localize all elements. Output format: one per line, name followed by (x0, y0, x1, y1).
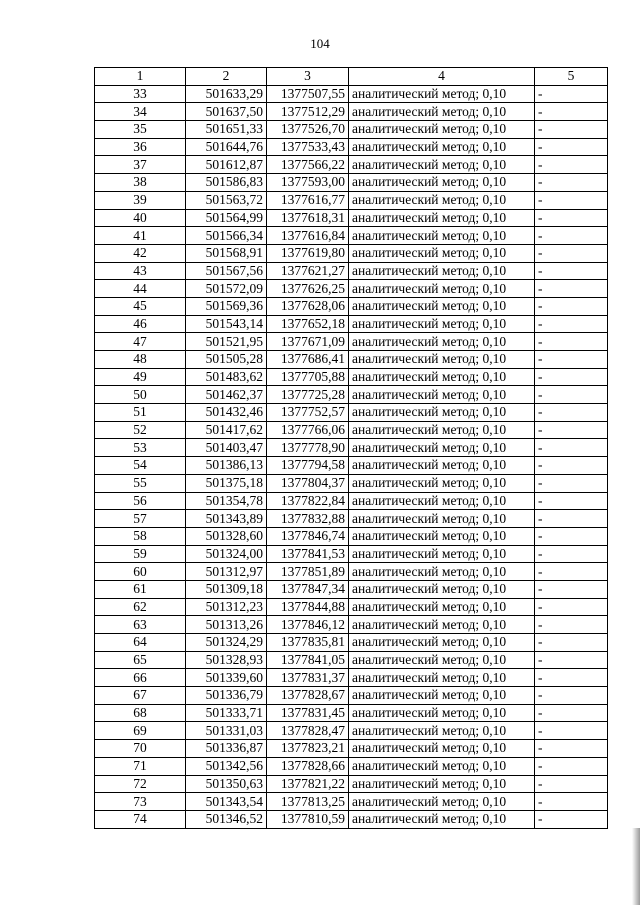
point-number-cell: 64 (95, 634, 186, 652)
method-cell: аналитический метод; 0,10 (349, 85, 535, 103)
method-cell: аналитический метод; 0,10 (349, 297, 535, 315)
x-coordinate-cell: 501586,83 (186, 174, 267, 192)
note-cell: - (535, 297, 608, 315)
y-coordinate-cell: 1377628,06 (267, 297, 349, 315)
y-coordinate-cell: 1377686,41 (267, 351, 349, 369)
method-cell: аналитический метод; 0,10 (349, 368, 535, 386)
table-row (95, 757, 608, 775)
method-cell: аналитический метод; 0,10 (349, 439, 535, 457)
table-row (95, 598, 608, 616)
y-coordinate-cell: 1377828,67 (267, 687, 349, 705)
method-cell: аналитический метод; 0,10 (349, 634, 535, 652)
method-cell: аналитический метод; 0,10 (349, 174, 535, 192)
method-cell: аналитический метод; 0,10 (349, 810, 535, 828)
table-row (95, 244, 608, 262)
table-row (95, 775, 608, 793)
table-row (95, 227, 608, 245)
y-coordinate-cell: 1377847,34 (267, 580, 349, 598)
point-number-cell: 39 (95, 191, 186, 209)
table-row (95, 315, 608, 333)
note-cell: - (535, 757, 608, 775)
x-coordinate-cell: 501343,89 (186, 510, 267, 528)
point-number-cell: 56 (95, 492, 186, 510)
x-coordinate-cell: 501483,62 (186, 368, 267, 386)
note-cell: - (535, 563, 608, 581)
column-header: 3 (267, 68, 349, 86)
point-number-cell: 49 (95, 368, 186, 386)
x-coordinate-cell: 501339,60 (186, 669, 267, 687)
method-cell: аналитический метод; 0,10 (349, 704, 535, 722)
y-coordinate-cell: 1377794,58 (267, 457, 349, 475)
point-number-cell: 43 (95, 262, 186, 280)
x-coordinate-cell: 501563,72 (186, 191, 267, 209)
y-coordinate-cell: 1377851,89 (267, 563, 349, 581)
table-row (95, 510, 608, 528)
y-coordinate-cell: 1377822,84 (267, 492, 349, 510)
x-coordinate-cell: 501612,87 (186, 156, 267, 174)
note-cell: - (535, 580, 608, 598)
note-cell: - (535, 492, 608, 510)
y-coordinate-cell: 1377841,05 (267, 651, 349, 669)
note-cell: - (535, 527, 608, 545)
table-header-row (95, 68, 608, 86)
point-number-cell: 59 (95, 545, 186, 563)
method-cell: аналитический метод; 0,10 (349, 545, 535, 563)
y-coordinate-cell: 1377533,43 (267, 138, 349, 156)
method-cell: аналитический метод; 0,10 (349, 244, 535, 262)
point-number-cell: 67 (95, 687, 186, 705)
y-coordinate-cell: 1377512,29 (267, 103, 349, 121)
method-cell: аналитический метод; 0,10 (349, 209, 535, 227)
method-cell: аналитический метод; 0,10 (349, 580, 535, 598)
y-coordinate-cell: 1377671,09 (267, 333, 349, 351)
method-cell: аналитический метод; 0,10 (349, 315, 535, 333)
method-cell: аналитический метод; 0,10 (349, 775, 535, 793)
point-number-cell: 53 (95, 439, 186, 457)
page-number: 104 (310, 36, 330, 51)
x-coordinate-cell: 501567,56 (186, 262, 267, 280)
method-cell: аналитический метод; 0,10 (349, 669, 535, 687)
table-row (95, 651, 608, 669)
x-coordinate-cell: 501417,62 (186, 421, 267, 439)
y-coordinate-cell: 1377566,22 (267, 156, 349, 174)
y-coordinate-cell: 1377828,66 (267, 757, 349, 775)
point-number-cell: 61 (95, 580, 186, 598)
note-cell: - (535, 244, 608, 262)
x-coordinate-cell: 501432,46 (186, 404, 267, 422)
point-number-cell: 60 (95, 563, 186, 581)
table-row (95, 616, 608, 634)
table-row (95, 492, 608, 510)
method-cell: аналитический метод; 0,10 (349, 262, 535, 280)
point-number-cell: 46 (95, 315, 186, 333)
note-cell: - (535, 280, 608, 298)
point-number-cell: 57 (95, 510, 186, 528)
x-coordinate-cell: 501342,56 (186, 757, 267, 775)
x-coordinate-cell: 501336,87 (186, 740, 267, 758)
x-coordinate-cell: 501324,29 (186, 634, 267, 652)
table-row (95, 404, 608, 422)
y-coordinate-cell: 1377846,74 (267, 527, 349, 545)
column-header: 5 (535, 68, 608, 86)
y-coordinate-cell: 1377705,88 (267, 368, 349, 386)
point-number-cell: 74 (95, 810, 186, 828)
table-row (95, 209, 608, 227)
y-coordinate-cell: 1377804,37 (267, 474, 349, 492)
table-row (95, 457, 608, 475)
point-number-cell: 55 (95, 474, 186, 492)
y-coordinate-cell: 1377618,31 (267, 209, 349, 227)
x-coordinate-cell: 501354,78 (186, 492, 267, 510)
table-row (95, 138, 608, 156)
method-cell: аналитический метод; 0,10 (349, 474, 535, 492)
method-cell: аналитический метод; 0,10 (349, 103, 535, 121)
y-coordinate-cell: 1377766,06 (267, 421, 349, 439)
table-row (95, 793, 608, 811)
method-cell: аналитический метод; 0,10 (349, 757, 535, 775)
point-number-cell: 72 (95, 775, 186, 793)
table-row (95, 191, 608, 209)
y-coordinate-cell: 1377526,70 (267, 121, 349, 139)
coordinates-table (94, 67, 608, 829)
x-coordinate-cell: 501312,23 (186, 598, 267, 616)
note-cell: - (535, 704, 608, 722)
table-row (95, 439, 608, 457)
x-coordinate-cell: 501312,97 (186, 563, 267, 581)
point-number-cell: 47 (95, 333, 186, 351)
point-number-cell: 52 (95, 421, 186, 439)
method-cell: аналитический метод; 0,10 (349, 457, 535, 475)
method-cell: аналитический метод; 0,10 (349, 333, 535, 351)
note-cell: - (535, 545, 608, 563)
y-coordinate-cell: 1377832,88 (267, 510, 349, 528)
x-coordinate-cell: 501651,33 (186, 121, 267, 139)
table-body (95, 85, 608, 828)
y-coordinate-cell: 1377844,88 (267, 598, 349, 616)
table-row (95, 580, 608, 598)
point-number-cell: 68 (95, 704, 186, 722)
y-coordinate-cell: 1377821,22 (267, 775, 349, 793)
table-row (95, 351, 608, 369)
note-cell: - (535, 510, 608, 528)
point-number-cell: 63 (95, 616, 186, 634)
table-row (95, 280, 608, 298)
note-cell: - (535, 156, 608, 174)
note-cell: - (535, 775, 608, 793)
y-coordinate-cell: 1377778,90 (267, 439, 349, 457)
point-number-cell: 35 (95, 121, 186, 139)
point-number-cell: 34 (95, 103, 186, 121)
point-number-cell: 50 (95, 386, 186, 404)
method-cell: аналитический метод; 0,10 (349, 404, 535, 422)
table-row (95, 474, 608, 492)
point-number-cell: 40 (95, 209, 186, 227)
note-cell: - (535, 669, 608, 687)
point-number-cell: 58 (95, 527, 186, 545)
y-coordinate-cell: 1377846,12 (267, 616, 349, 634)
table-row (95, 810, 608, 828)
y-coordinate-cell: 1377828,47 (267, 722, 349, 740)
point-number-cell: 70 (95, 740, 186, 758)
table-row (95, 174, 608, 192)
point-number-cell: 51 (95, 404, 186, 422)
method-cell: аналитический метод; 0,10 (349, 156, 535, 174)
x-coordinate-cell: 501543,14 (186, 315, 267, 333)
note-cell: - (535, 722, 608, 740)
x-coordinate-cell: 501343,54 (186, 793, 267, 811)
y-coordinate-cell: 1377616,77 (267, 191, 349, 209)
note-cell: - (535, 103, 608, 121)
method-cell: аналитический метод; 0,10 (349, 227, 535, 245)
method-cell: аналитический метод; 0,10 (349, 280, 535, 298)
table-row (95, 563, 608, 581)
x-coordinate-cell: 501333,71 (186, 704, 267, 722)
point-number-cell: 48 (95, 351, 186, 369)
x-coordinate-cell: 501309,18 (186, 580, 267, 598)
note-cell: - (535, 191, 608, 209)
column-header: 4 (349, 68, 535, 86)
method-cell: аналитический метод; 0,10 (349, 421, 535, 439)
y-coordinate-cell: 1377835,81 (267, 634, 349, 652)
point-number-cell: 62 (95, 598, 186, 616)
table-row (95, 740, 608, 758)
note-cell: - (535, 262, 608, 280)
note-cell: - (535, 651, 608, 669)
y-coordinate-cell: 1377652,18 (267, 315, 349, 333)
x-coordinate-cell: 501564,99 (186, 209, 267, 227)
table-row (95, 669, 608, 687)
point-number-cell: 44 (95, 280, 186, 298)
y-coordinate-cell: 1377810,59 (267, 810, 349, 828)
point-number-cell: 41 (95, 227, 186, 245)
table-row (95, 85, 608, 103)
table-row (95, 722, 608, 740)
table-row (95, 103, 608, 121)
note-cell: - (535, 421, 608, 439)
method-cell: аналитический метод; 0,10 (349, 651, 535, 669)
y-coordinate-cell: 1377626,25 (267, 280, 349, 298)
note-cell: - (535, 174, 608, 192)
table-row (95, 333, 608, 351)
x-coordinate-cell: 501572,09 (186, 280, 267, 298)
x-coordinate-cell: 501346,52 (186, 810, 267, 828)
table-row (95, 527, 608, 545)
point-number-cell: 38 (95, 174, 186, 192)
x-coordinate-cell: 501331,03 (186, 722, 267, 740)
y-coordinate-cell: 1377813,25 (267, 793, 349, 811)
column-header: 1 (95, 68, 186, 86)
note-cell: - (535, 85, 608, 103)
y-coordinate-cell: 1377752,57 (267, 404, 349, 422)
note-cell: - (535, 404, 608, 422)
method-cell: аналитический метод; 0,10 (349, 138, 535, 156)
x-coordinate-cell: 501313,26 (186, 616, 267, 634)
y-coordinate-cell: 1377831,37 (267, 669, 349, 687)
note-cell: - (535, 740, 608, 758)
point-number-cell: 71 (95, 757, 186, 775)
x-coordinate-cell: 501633,29 (186, 85, 267, 103)
note-cell: - (535, 598, 608, 616)
note-cell: - (535, 209, 608, 227)
x-coordinate-cell: 501569,36 (186, 297, 267, 315)
point-number-cell: 37 (95, 156, 186, 174)
note-cell: - (535, 439, 608, 457)
point-number-cell: 33 (95, 85, 186, 103)
table-row (95, 421, 608, 439)
table-row (95, 687, 608, 705)
x-coordinate-cell: 501328,60 (186, 527, 267, 545)
table-row (95, 704, 608, 722)
x-coordinate-cell: 501637,50 (186, 103, 267, 121)
y-coordinate-cell: 1377619,80 (267, 244, 349, 262)
y-coordinate-cell: 1377823,21 (267, 740, 349, 758)
x-coordinate-cell: 501328,93 (186, 651, 267, 669)
x-coordinate-cell: 501336,79 (186, 687, 267, 705)
method-cell: аналитический метод; 0,10 (349, 687, 535, 705)
point-number-cell: 36 (95, 138, 186, 156)
note-cell: - (535, 793, 608, 811)
point-number-cell: 69 (95, 722, 186, 740)
table-row (95, 262, 608, 280)
table-row (95, 121, 608, 139)
note-cell: - (535, 474, 608, 492)
x-coordinate-cell: 501324,00 (186, 545, 267, 563)
x-coordinate-cell: 501386,13 (186, 457, 267, 475)
point-number-cell: 54 (95, 457, 186, 475)
note-cell: - (535, 634, 608, 652)
x-coordinate-cell: 501521,95 (186, 333, 267, 351)
method-cell: аналитический метод; 0,10 (349, 598, 535, 616)
x-coordinate-cell: 501644,76 (186, 138, 267, 156)
method-cell: аналитический метод; 0,10 (349, 722, 535, 740)
x-coordinate-cell: 501505,28 (186, 351, 267, 369)
note-cell: - (535, 457, 608, 475)
note-cell: - (535, 368, 608, 386)
method-cell: аналитический метод; 0,10 (349, 527, 535, 545)
x-coordinate-cell: 501568,91 (186, 244, 267, 262)
method-cell: аналитический метод; 0,10 (349, 191, 535, 209)
y-coordinate-cell: 1377831,45 (267, 704, 349, 722)
y-coordinate-cell: 1377593,00 (267, 174, 349, 192)
point-number-cell: 66 (95, 669, 186, 687)
x-coordinate-cell: 501403,47 (186, 439, 267, 457)
table-row (95, 545, 608, 563)
x-coordinate-cell: 501350,63 (186, 775, 267, 793)
note-cell: - (535, 121, 608, 139)
x-coordinate-cell: 501462,37 (186, 386, 267, 404)
note-cell: - (535, 616, 608, 634)
table-row (95, 634, 608, 652)
method-cell: аналитический метод; 0,10 (349, 740, 535, 758)
table-row (95, 156, 608, 174)
point-number-cell: 42 (95, 244, 186, 262)
table-row (95, 368, 608, 386)
note-cell: - (535, 227, 608, 245)
table-row (95, 297, 608, 315)
note-cell: - (535, 810, 608, 828)
y-coordinate-cell: 1377621,27 (267, 262, 349, 280)
point-number-cell: 45 (95, 297, 186, 315)
method-cell: аналитический метод; 0,10 (349, 121, 535, 139)
method-cell: аналитический метод; 0,10 (349, 351, 535, 369)
y-coordinate-cell: 1377507,55 (267, 85, 349, 103)
method-cell: аналитический метод; 0,10 (349, 386, 535, 404)
method-cell: аналитический метод; 0,10 (349, 563, 535, 581)
method-cell: аналитический метод; 0,10 (349, 492, 535, 510)
note-cell: - (535, 386, 608, 404)
x-coordinate-cell: 501566,34 (186, 227, 267, 245)
table-row (95, 386, 608, 404)
method-cell: аналитический метод; 0,10 (349, 510, 535, 528)
method-cell: аналитический метод; 0,10 (349, 616, 535, 634)
note-cell: - (535, 687, 608, 705)
point-number-cell: 73 (95, 793, 186, 811)
method-cell: аналитический метод; 0,10 (349, 793, 535, 811)
y-coordinate-cell: 1377841,53 (267, 545, 349, 563)
y-coordinate-cell: 1377616,84 (267, 227, 349, 245)
x-coordinate-cell: 501375,18 (186, 474, 267, 492)
scan-edge-shadow (632, 828, 640, 905)
note-cell: - (535, 315, 608, 333)
note-cell: - (535, 351, 608, 369)
column-header: 2 (186, 68, 267, 86)
point-number-cell: 65 (95, 651, 186, 669)
y-coordinate-cell: 1377725,28 (267, 386, 349, 404)
note-cell: - (535, 333, 608, 351)
note-cell: - (535, 138, 608, 156)
